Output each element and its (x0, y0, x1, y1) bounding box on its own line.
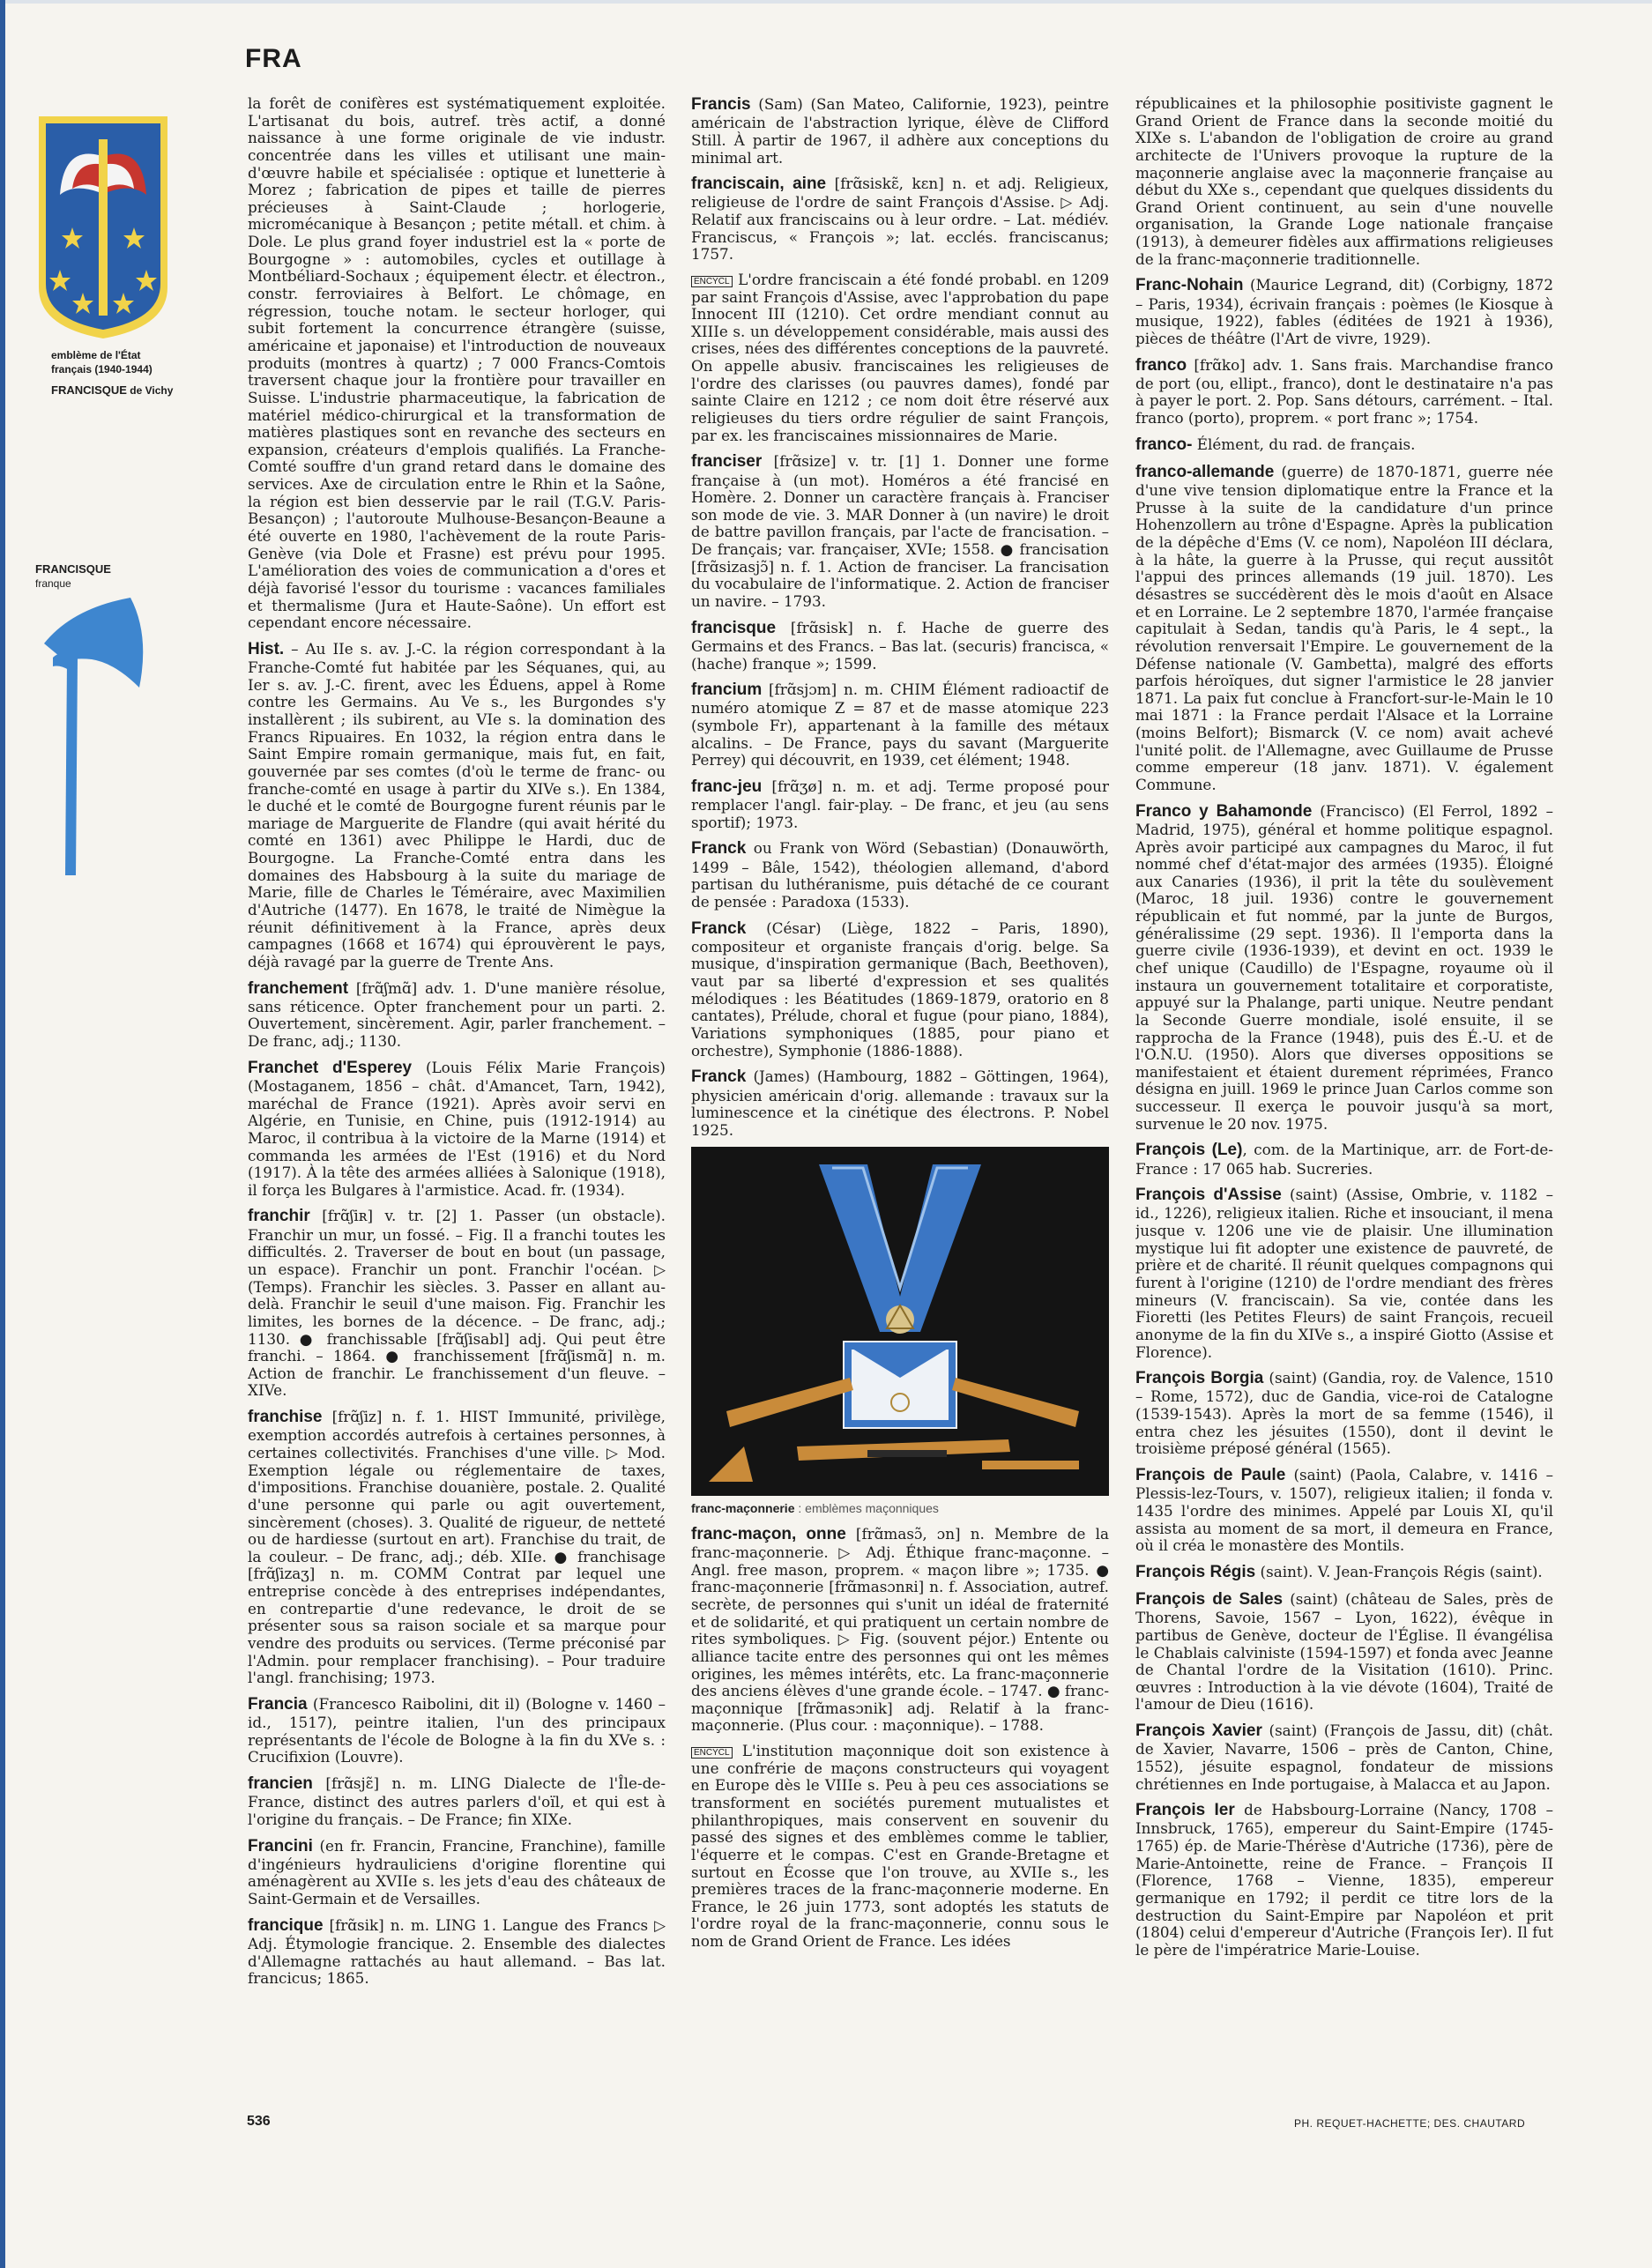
entry-text: (en fr. Francin, Francine, Franchine), famille d'ingénieurs hydrauliciens d'origine florentine qui aménagèrent au XVIIe s. les jets d'eau des châteaux de Saint-Germain et de Versailles. (248, 1836, 666, 1908)
entry-text: [frɑ̃ʃiz] n. f. 1. HIST Immunité, privilège, exemption accordés autrefois à certaines personnes, à certaines collectivités. Franchises d'une ville. ▷ Mod. Exemption légale ou réglementaire de taxes, d'impositions. Franchise douanière, postale. 2. Qualité d'une personne qui parle ou agit ouvertement, sincèrement (choses). 3. Qualité de rigueur, de netteté ou de hardiesse (surtout en art). Franchise du trait, de la couleur. – De franc, adj.; déb. XIIe. ● franchisage [frɑ̃ʃizaʒ] n. m. COMM Contrat par lequel une entreprise concède à des entreprises indépendantes, en contrepartie d'une redevance, le droit de se présenter sous sa raison sociale et sa marque pour vendre des produits ou services. (Terme préconisé par l'Admin. pour remplacer franchising). – Pour traduire l'angl. franchising; 1973. (248, 1408, 666, 1687)
emblem-caption-rest: de Vichy (126, 384, 174, 398)
entry-headword: François Régis (1135, 1562, 1256, 1581)
dictionary-entry (1135, 1563, 1553, 1582)
entry-headword: franco (1135, 355, 1187, 375)
entry-text: [frɑ̃masɔ̃, ɔn] n. Membre de la franc-maçonnerie. ▷ Adj. Éthique franc-maçonne. – Angl. free mason, proprem. « maçon libre »; 1735. ● franc-maçonnerie [frɑ̃masɔnʀi] n. f. Association, autref. secrète, de personnes qui s'unit un idéal de fraternité et de solidarité, et qui pratiquent un certain nombre de rites symboliques. ▷ Fig. (souvent péjor.) Entente ou alliance tacite entre des personnes qui ont les mêmes origines, les mêmes intérêts, etc. La franc-maçonnerie des anciens élèves d'une grande école. – 1747. ● franc-maçonnique [frɑ̃masɔnik] adj. Relatif à la franc-maçonnerie. (Plus cour. : maçonnique). – 1788. (691, 1524, 1109, 1735)
entry-headword: Francia (248, 1694, 308, 1714)
dictionary-entry (248, 640, 666, 971)
dictionary-entry (1135, 276, 1553, 347)
running-head: FRA (245, 44, 302, 73)
emblem-figure (33, 111, 173, 345)
emblem-caption (51, 349, 205, 398)
dictionary-entry (691, 839, 1109, 911)
photo-credit: PH. REQUET-HACHETTE; DES. CHAUTARD (1294, 2117, 1526, 2130)
entry-headword: François Borgia (1135, 1369, 1264, 1388)
masonic-photo-figure (691, 1147, 1109, 1515)
dictionary-entry (691, 95, 1109, 167)
entry-headword: François d'Assise (1135, 1186, 1282, 1205)
dictionary-entry (1135, 463, 1553, 794)
entry-headword: franchir (248, 1207, 310, 1226)
entry-text: [frɑ̃ʃiʀ] v. tr. [2] 1. Passer (un obstacle). Franchir un mur, un fossé. – Fig. Il a franchi toutes les difficultés. 2. Traverser de bout en bout (un passage, un espace). Franchir un pont. Franchir l'océan. ▷ (Temps). Franchir les siècles. 3. Passer en allant au-delà. Franchir le seuil d'une maison. Fig. Franchir les limites, les bornes de la décence. – De franc, adj.; 1130. ● franchissable [frɑ̃ʃisabl] adj. Qui peut être franchi. – 1864. ● franchissement [frɑ̃ʃismɑ̃] n. m. Action de franchir. Le franchissement d'un fleuve. – XIVe. (248, 1207, 666, 1400)
dictionary-entry (248, 1408, 666, 1687)
entry-headword: Francini (248, 1836, 313, 1855)
entry-text: ou Frank von Wörd (Sebastian) (Donauwörth, 1499 – Bâle, 1542), théologien allemand, d'abord partisan du luthéranisme, puis détaché de ce courant de pensée : Paradoxa (1533). (691, 839, 1109, 911)
entry-text: (James) (Hambourg, 1882 – Göttingen, 1964), physicien américain d'orig. allemande : travaux sur la luminescence et la cinétique des électrons. P. Nobel 1925. (691, 1067, 1109, 1139)
entry-headword: François de Sales (1135, 1590, 1284, 1610)
text-column-3 (1135, 95, 1553, 2105)
entry-text: (Francisco) (El Ferrol, 1892 – Madrid, 1975), général et homme politique espagnol. Après avoir participé aux campagnes du Maroc, il fut nommé chef d'état-major des armées (1935). Éloigné aux Canaries (1936), il prit la tête du soulèvement (Maroc, 18 juil. 1936) contre le gouvernement républicain et fut nommé, par la junte de Burgos, généralissime (29 sept. 1936). Il l'emporta dans la guerre civile (1936-1939), et devint en oct. 1939 le chef unique (Caudillo) de l'Espagne, royaume où il instaura un gouvernement totalitaire et corporatiste, appuyé sur la Phalange, parti unique. Neutre pendant la Seconde Guerre mondiale, isolé ensuite, il se rapprocha de la France (1948), puis des É.-U. et de l'O.N.U. (1950). Alors que diverses oppositions se manifestaient et étaient durement réprimées, Franco désigna en juill. 1969 le prince Juan Carlos comme son successeur. Il exerça le pouvoir jusqu'à sa mort, survenue le 20 nov. 1975. (1135, 801, 1553, 1133)
entry-headword: franchise (248, 1408, 323, 1427)
emblem-caption-line3 (51, 383, 205, 398)
dictionary-entry (248, 1916, 666, 1988)
entry-text: – Au IIe s. av. J.-C. la région correspondant à la Franche-Comté fut habitée par les Séquanes, qui, au Ier s. av. J.-C. firent, avec les Éduens, appel à Rome contre les Germains. Au Ve s., les Burgondes s'y installèrent ; ils subirent, au VIe s. la domination des Francs Ripuaires. En 1032, la région entra dans le Saint Empire romain germanique, mais fut, en fait, gouvernée par ses comtes (d'où le terme de franc- ou franche-comté en usage à partir du XIVe s.). En 1384, le duché et le comté de Bourgogne furent réunis par le mariage de Marguerite de Flandre (qui avait hérité du comté en 1361) avec Philippe le Hardi, duc de Bourgogne. La Franche-Comté entra dans les domaines des Habsbourg à la suite du mariage de Marie, fille de Charles le Téméraire, avec Maximilien d'Autriche (1477). En 1678, le traité de Nimègue la réunit définitivement à la France, après deux campagnes (1668 et 1674) qui éprouvèrent le pays, déjà ravagé par la guerre de Trente Ans. (248, 639, 666, 970)
dictionary-entry (1135, 1590, 1553, 1714)
dictionary-entry (1135, 356, 1553, 428)
entry-text: L'institution maçonnique doit son existence à une confrérie de maçons constructeurs qui voyagent en Europe dès le VIIIe s. Peu à peu ces associations se transforment en sociétés purement mutualistes et philanthropiques, mais conservent en souvenir du passé des signes et des emblèmes comme le tablier, l'équerre et le compas. C'est en Grande-Bretagne et surtout en Écosse que l'on trouve, au XVIIe s., les premières traces de la franc-maçonnerie moderne. En France, le 26 juin 1773, sont adoptés les statuts de l'ordre royal de la franc-maçonnerie, connu sous le nom de Grand Orient de France. Les idées (691, 1742, 1109, 1951)
axe-caption-sub: franque (35, 576, 71, 590)
dictionary-entry (248, 1774, 666, 1829)
dictionary-entry (691, 777, 1109, 832)
entry-headword: François Ier (1135, 1801, 1235, 1820)
page-top-edge (0, 0, 1652, 4)
dictionary-entry (1135, 1466, 1553, 1555)
emblem-caption-bold: FRANCISQUE (51, 383, 127, 398)
masonic-emblems-photo (691, 1147, 1109, 1496)
dictionary-entry (1135, 95, 1553, 268)
entry-headword: franciscain, aine (691, 175, 827, 194)
entry-text: [frɑ̃sisk] n. f. Hache de guerre des Germains et des Francs. – Bas lat. (securis) francisca, « (hache) franque »; 1599. (691, 618, 1109, 673)
dictionary-entry (691, 452, 1109, 610)
entry-text: [frɑ̃ʒø] n. m. et adj. Terme proposé pour remplacer l'angl. fair-play. – De franc, et jeu (au sens sportif); 1973. (691, 777, 1109, 831)
encyclopedic-note-marker: ENCYCL (691, 1747, 733, 1759)
page-number: 536 (247, 2114, 271, 2129)
entry-headword: Franc-Nohain (1135, 276, 1244, 295)
dictionary-entry (691, 271, 1109, 444)
column-2-top-entries (691, 95, 1109, 1139)
dictionary-entry (1135, 1721, 1553, 1793)
dictionary-entry (1135, 1369, 1553, 1458)
photo-caption-rest: : emblèmes maçonniques (794, 1501, 939, 1516)
axe-caption-title: FRANCISQUE (35, 562, 111, 576)
entry-headword: franciser (691, 452, 763, 472)
dictionary-entry (1135, 802, 1553, 1134)
text-column-2 (691, 95, 1109, 2105)
entry-headword: francium (691, 680, 763, 700)
entry-headword: François Xavier (1135, 1721, 1262, 1741)
entry-headword: Franck (691, 1067, 747, 1087)
dictionary-entry (1135, 435, 1553, 455)
masonic-emblems-image (691, 1147, 1109, 1496)
entry-headword: franc-jeu (691, 777, 763, 796)
entry-headword: franc-maçon, onne (691, 1524, 846, 1543)
entry-text: Élément, du rad. de français. (1192, 435, 1416, 453)
entry-headword: François de Paule (1135, 1466, 1286, 1485)
emblem-caption-line1: emblème de l'État (51, 349, 141, 361)
entry-headword: Franchet d'Esperey (248, 1058, 413, 1077)
entry-text: la forêt de conifères est systématiquement exploitée. L'artisanat du bois, autref. très actif, a donné naissance à une forme originale de vie industr. concentrée dans les villes et utilisant une main-d'œuvre habile et spécialisée : optique et lunetterie à Morez ; fabrication de pipes et taille de pierres précieuses à Saint-Claude ; horlogerie, micromécanique à Besançon ; petite métall. et chim. à Dole. Le plus grand foyer industriel est la « porte de Bourgogne » : automobiles, cycles et outillage à Montbéliard-Sochaux ; équipement électr. et électron., constr. ferroviaires à Belfort. Le chômage, en régression, touche notam. le secteur horloger, qui subit fortement la concurrence étrangère (suisse, américaine et japonaise) et l'introduction de nouveaux produits (montres à quartz) ; 7 000 Francs-Comtois traversent chaque jour la frontière pour travailler en Suisse. L'industrie pharmaceutique, la fabrication de matériel médico-chirurgical et la transformation de matières plastiques sont en revanche des secteurs en expansion, créateurs d'emplois qualifiés. La Franche-Comté souffre d'un grand retard dans le domaine des services. Axe de circulation entre le Rhin et la Saône, la région est bien desservie par le rail (T.G.V. Paris-Besançon) ; l'autoroute Mulhouse-Besançon-Beaune a été ouverte en 1980, l'achèvement de la route Paris-Genève (via Dole et Frasne) est prévu pour 1995. L'amélioration des voies de communication a d'ores et déjà favorisé l'essor du tourisme : vacances familiales et thermalisme (Jura et Haute-Saône). Un effort est cependant encore nécessaire. (248, 95, 666, 632)
column-2-bottom-entries (691, 1525, 1109, 1951)
dictionary-entry (691, 1067, 1109, 1139)
dictionary-entry (248, 1695, 666, 1766)
emblem-caption-line2: français (1940-1944) (51, 362, 153, 376)
dictionary-entry (248, 95, 666, 632)
encyclopedic-note-marker: ENCYCL (691, 276, 733, 287)
francisque-axe-icon (26, 589, 150, 880)
dictionary-entry (691, 619, 1109, 673)
dictionary-entry (248, 1837, 666, 1908)
dictionary-entry (691, 680, 1109, 770)
entry-headword: franchement (248, 978, 349, 998)
entry-text: (saint) (François de Jassu, dit) (chât. de Xavier, Navarre, 1506 – près de Canton, Chine, 1552), jésuite espagnol, fondateur de missions chrétiennes en Inde portugaise, à Malacca et au Japon. (1135, 1721, 1553, 1793)
entry-text: [frɑ̃sjɔm] n. m. CHIM Élément radioactif de numéro atomique Z = 87 et de masse atomique 223 (symbole Fr), appartenant à la famille des métaux alcalins. – De France, pays du savant (Marguerite Perrey) qui découvrit, en 1939, cet élément; 1948. (691, 680, 1109, 770)
entry-text: (Maurice Legrand, dit) (Corbigny, 1872 – Paris, 1934), écrivain français : poèmes (le Kiosque à musique, 1922), fables (éditées de 1921 à 1936), pièces de théâtre (l'Art de vivre, 1929). (1135, 276, 1553, 347)
entry-text: (saint) (Paola, Calabre, v. 1416 – Plessis-lez-Tours, v. 1507), religieux italien; il fonda v. 1435 l'ordre des minimes. Appelé par Louis XI, qu'il assista au moment de sa mort, il demeura en France, où il créa le monastère des Montils. (1135, 1466, 1553, 1555)
entry-headword: francien (248, 1774, 313, 1794)
entry-text: (Sam) (San Mateo, Californie, 1923), peintre américain de l'abstraction lyrique, élève de Clifford Still. À partir de 1967, il adhère aux conceptions du minimal art. (691, 95, 1109, 167)
entry-text: [frɑ̃ʃmɑ̃] adv. 1. D'une manière résolue, sans réticence. Opter franchement pour un parti. 2. Ouvertement, sincèrement. Agir, parler franchement. – De franc, adj.; 1130. (248, 978, 666, 1051)
entry-text: [frɑ̃sjɛ̃] n. m. LING Dialecte de l'Île-de-France, distinct des autres parlers d'oïl, et qui est à l'origine du français. – De France; fin XIXe. (248, 1774, 666, 1828)
entry-headword: Franco y Bahamonde (1135, 801, 1313, 821)
entry-text: (guerre) de 1870-1871, guerre née d'une vive tension diplomatique entre la France et la Prusse à la suite de la candidature d'un prince Hohenzollern au trône d'Espagne. Après la publication de la dépêche d'Ems (V. ce nom), Napoléon III déclara, à la hâte, la guerre à la Prusse, qui reçut aussitôt l'appui des princes allemands (19 juil. 1870). Les désastres se succédèrent dès le mois d'août en Alsace et en Lorraine. Le 2 septembre 1870, l'armée française capitulait à Sedan, tandis qu'à Paris, le 4 sept., la révolution renversait l'Empire. Le gouvernement de la Défense nationale (V. Gambetta), malgré des efforts parfois héroïques, dut signer l'armistice le 28 janvier 1871. La paix fut conclue à Francfort-sur-le-Main le 10 mai 1871 : la France perdait l'Alsace et la Lorraine (moins Belfort); Bismarck (V. ce nom) avait achevé l'unité polit. de l'Allemagne, avec Guillaume de Prusse comme empereur (18 janv. 1871). V. également Commune. (1135, 462, 1553, 794)
entry-headword: Franck (691, 918, 747, 938)
entry-text: [frɑ̃sik] n. m. LING 1. Langue des Francs ▷ Adj. Étymologie francique. 2. Ensemble des dialectes d'Allemagne rattachés au haut allemand. – Bas lat. francicus; 1865. (248, 1915, 666, 1988)
dictionary-entry (691, 1743, 1109, 1951)
photo-caption (691, 1501, 1109, 1515)
entry-headword: francisque (691, 618, 777, 637)
dictionary-entry (1135, 1186, 1553, 1361)
entry-headword: franco- (1135, 435, 1193, 454)
entry-text: républicaines et la philosophie positiviste gagnent le Grand Orient de France dans la seconde moitié du XIXe s. L'abandon de l'obligation de croire au grand architecte de l'Univers provoque la rupture de la maçonnerie anglaise avec la maçonnerie française au début du XXe s., cependant que quelques dissidents du Grand Orient continuent, au sein d'une nouvelle organisation, la Grande Loge nationale française (1913), à demeurer fidèles aux affirmations religieuses de la franc-maçonnerie traditionnelle. (1135, 95, 1553, 268)
entry-text: (Louis Félix Marie François) (Mostaganem, 1856 – chât. d'Amancet, Tarn, 1942), maréchal de France (1921). Après avoir servi en Algérie, en Tunisie, en Chine, puis (1912-1914) au Maroc, il contribua à la victoire de la Marne (1914) et commanda les armées de l'Est (1916) et du Nord (1917). À la tête des armées alliées à Salonique (1918), il força les Bulgares à l'armistice. Acad. fr. (1934). (248, 1058, 666, 1199)
entry-text: (César) (Liège, 1822 – Paris, 1890), compositeur et organiste français d'orig. belge. Sa musique, d'inspiration germanique (Bach, Beethoven), vaut par sa liberté d'expression et ses qualités mélodiques : les Béatitudes (1869-1879, oratorio en 8 cantates), Prélude, choral et fugue (pour piano, 1884), Variations symphoniques (1885, pour piano et orchestre), Symphonie (1886-1888). (691, 918, 1109, 1060)
entry-text: , com. de la Martinique, arr. de Fort-de-France : 17 065 hab. Sucreries. (1135, 1141, 1553, 1178)
page-left-edge (0, 0, 5, 2268)
entry-text: (saint) (Assise, Ombrie, v. 1182 – id., 1226), religieux italien. Riche et insouciant, il mena jusque v. 1206 une vie de plaisir. Une illumination mystique lui fit adopter une existence de pauvreté, de prière et de charité. Il réunit quelques compagnons qui furent à l'origine (1210) de l'ordre mendiant des frères mineurs (V. franciscain). Sa vie, contée dans les Fioretti (les Petites Fleurs) de saint François, recueil anonyme de la fin du XIVe s., a inspiré Giotto (Assise et Florence). (1135, 1186, 1553, 1361)
entry-text: L'ordre franciscain a été fondé probabl. en 1209 par saint François d'Assise, avec l'approbation du pape Innocent III (1210). Cet ordre mendiant connut au XIIIe s. un développement considérable, mais aussi des crises, nées des différentes conceptions de la pauvreté. On appelle abusiv. franciscaines les religieuses de l'ordre des clarisses (ou pauvres dames), fondé par sainte Claire en 1212 ; ce nom doit être réservé aux religieuses du tiers ordre régulier de saint François, par ex. les franciscaines missionnaires de Marie. (691, 270, 1109, 444)
dictionary-entry (691, 919, 1109, 1060)
entry-text: (saint). V. Jean-François Régis (saint). (1255, 1562, 1543, 1580)
entry-text: de Habsbourg-Lorraine (Nancy, 1708 – Innsbruck, 1765), empereur du Saint-Empire (1745-1765) ép. de Marie-Thérèse d'Autriche (1736), père de Marie-Antoinette, reine de France. – François II (Florence, 1768 – Vienne, 1835), empereur germanique en 1792; il perdit ce titre lors de la destruction du Saint-Empire par Napoléon et prit (1804) celui d'empereur d'Autriche (François Ier). Il fut le père de l'impératrice Marie-Louise. (1135, 1801, 1553, 1959)
dictionary-entry (248, 1207, 666, 1400)
text-column-1 (248, 95, 666, 2105)
entry-text: (saint) (Gandia, roy. de Valence, 1510 – Rome, 1572), duc de Gandia, vice-roi de Catalogne (1539-1543). Après la mort de sa femme (1546), il entra chez les jésuites (1550), dont il devint le troisième préposé général (1565). (1135, 1369, 1553, 1458)
entry-headword: Franck (691, 839, 747, 859)
axe-caption (35, 562, 111, 591)
entry-text: [frɑ̃size] v. tr. [1] 1. Donner une forme française à (un mot). Homéros a été francisé en Homère. 2. Donner un caractère français à. Franciser son mode de vie. 3. MAR Donner à (un navire) le droit de battre pavillon français, par l'acte de francisation. – De français; var. françaiser, XVIe; 1558. ● francisation [frɑ̃sizasjɔ̃] n. f. 1. Action de franciser. La francisation du vocabulaire de l'informatique. 2. Action de franciser un navire. – 1793. (691, 452, 1109, 611)
dictionary-entry (691, 175, 1109, 264)
entry-text: (saint) (château de Sales, près de Thorens, Savoie, 1567 – Lyon, 1622), évêque in partibus de Genève, docteur de l'Église. Il évangélisa le Chablais calviniste (1594-1597) et fonda avec Jeanne de Chantal l'ordre de la Visitation (1610). Princ. œuvres : Introduction à la vie dévote (1604), Traité de l'amour de Dieu (1616). (1135, 1590, 1553, 1714)
entry-headword: Hist. (248, 639, 285, 658)
dictionary-entry (1135, 1801, 1553, 1959)
dictionary-entry (1135, 1141, 1553, 1178)
entry-headword: François (Le) (1135, 1141, 1243, 1160)
entry-headword: francique (248, 1915, 324, 1935)
entry-text: (Francesco Raibolini, dit il) (Bologne v. 1460 – id., 1517), peintre italien, l'un des principaux représentants de l'école de Bologne à la fin du XVe s. : Crucifixion (Louvre). (248, 1694, 666, 1766)
entry-headword: franco-allemande (1135, 462, 1275, 481)
entry-headword: Francis (691, 95, 751, 114)
photo-caption-bold: franc-maçonnerie (691, 1501, 795, 1516)
dictionary-entry (248, 1059, 666, 1200)
entry-text: [frɑ̃siskɛ̃, kɛn] n. et adj. Religieux, religieuse de l'ordre de saint François d'Assise. ▷ Adj. Relatif aux franciscains ou à leur ordre. – Lat. médiév. Franciscus, « François »; lat. ecclés. franciscanus; 1757. (691, 175, 1109, 264)
francisque-shield-icon (33, 111, 173, 340)
dictionary-entry (248, 979, 666, 1051)
dictionary-entry (691, 1525, 1109, 1735)
entry-text: [frɑ̃ko] adv. 1. Sans frais. Marchandise franco de port (ou, ellipt., franco), dont le destinataire n'a pas à payer le port. 2. Pop. Sans détours, carrément. – Ital. franco (porto), proprem. « port franc »; 1754. (1135, 355, 1553, 428)
